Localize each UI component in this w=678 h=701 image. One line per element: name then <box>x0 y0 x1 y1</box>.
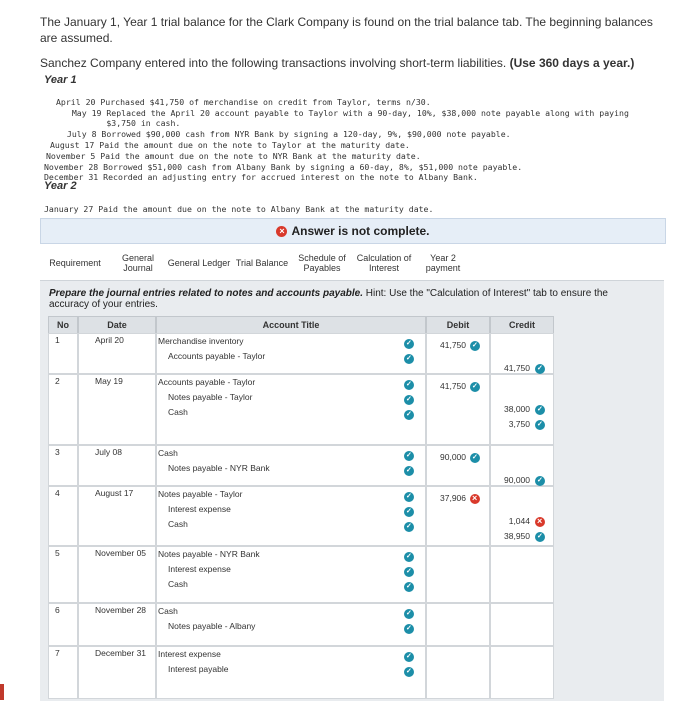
entry-number: 3 <box>55 447 60 457</box>
check-icon <box>470 341 480 351</box>
account-title: Interest expense <box>168 564 231 574</box>
no-cell <box>48 374 78 445</box>
check-icon <box>404 567 414 577</box>
check-icon <box>404 522 414 532</box>
intro-line-1: The January 1, Year 1 trial balance for the Clark Company is found on the trial balance tab. The beginning balances are assumed. <box>40 15 653 45</box>
credit-amount: 3,750 <box>508 419 530 429</box>
account-title: Notes payable - Taylor <box>168 392 253 402</box>
debit-amount: 90,000 <box>440 452 466 462</box>
account-title: Accounts payable - Taylor <box>158 377 256 387</box>
no-cell <box>48 333 78 374</box>
credit-cell[interactable] <box>490 646 554 699</box>
account-title: Merchandise inventory <box>158 336 244 346</box>
debit-cell[interactable] <box>426 646 490 699</box>
check-icon <box>404 667 414 677</box>
entry-date: May 19 <box>95 376 123 386</box>
credit-cell[interactable] <box>490 603 554 646</box>
check-icon <box>404 624 414 634</box>
entry-date: April 20 <box>95 335 124 345</box>
tab-requirement[interactable]: Requirement <box>49 258 101 268</box>
account-title: Notes payable - NYR Bank <box>168 463 270 473</box>
check-icon <box>404 582 414 592</box>
check-icon <box>404 354 414 364</box>
account-title: Interest expense <box>168 504 231 514</box>
no-cell <box>48 445 78 486</box>
year1-transaction: $3,750 in cash. <box>62 118 181 129</box>
check-icon <box>535 364 545 374</box>
check-icon <box>470 453 480 463</box>
check-icon <box>404 507 414 517</box>
error-icon: × <box>276 226 287 237</box>
check-icon <box>470 382 480 392</box>
check-icon <box>404 410 414 420</box>
error-icon <box>535 517 545 527</box>
no-cell <box>48 486 78 546</box>
col-header-no: No <box>48 316 78 334</box>
account-title: Cash <box>168 519 188 529</box>
intro-line-2-text: Sanchez Company entered into the following transactions involving short-term liabilities. <box>40 56 507 70</box>
year1-transaction: December 31 Recorded an adjusting entry for accrued interest on the note to Albany Bank. <box>44 172 478 183</box>
debit-amount: 41,750 <box>440 340 466 350</box>
answer-status-banner <box>40 218 666 244</box>
intro-line-2 <box>40 55 670 71</box>
entry-date: November 28 <box>95 605 147 615</box>
credit-amount: 38,950 <box>504 531 530 541</box>
tab-bar <box>40 246 664 280</box>
year1-transaction: November 28 Borrowed $51,000 cash from Albany Bank by signing a 60-day, 8%, $51,000 note payable. <box>44 161 523 172</box>
account-title: Notes payable - Albany <box>168 621 256 631</box>
year1-transaction: April 20 Purchased $41,750 of merchandise on credit from Taylor, terms n/30. <box>56 96 431 107</box>
credit-amount: 1,044 <box>508 516 530 526</box>
check-icon <box>404 395 414 405</box>
credit-amount: 90,000 <box>504 475 530 485</box>
check-icon <box>404 466 414 476</box>
credit-amount: 38,000 <box>504 404 530 414</box>
account-title: Cash <box>168 579 188 589</box>
col-header-debit: Debit <box>426 316 490 334</box>
check-icon <box>404 552 414 562</box>
account-title: Notes payable - NYR Bank <box>158 549 260 559</box>
check-icon <box>404 380 414 390</box>
tab-general-journal[interactable]: General Journal <box>121 253 155 273</box>
account-title: Interest payable <box>168 664 229 674</box>
year1-transaction: July 8 Borrowed $90,000 cash from NYR Bank by signing a 120-day, 9%, $90,000 note payable. <box>62 129 511 140</box>
account-title: Notes payable - Taylor <box>158 489 243 499</box>
error-icon <box>470 494 480 504</box>
entry-date: August 17 <box>95 488 134 498</box>
no-cell <box>48 603 78 646</box>
no-cell <box>48 646 78 699</box>
tab-year2-payment[interactable]: Year 2 payment <box>425 253 461 273</box>
debit-cell[interactable] <box>426 603 490 646</box>
intro-line-2-bold: (Use 360 days a year.) <box>509 56 635 70</box>
entry-number: 1 <box>55 335 60 345</box>
answer-status-text: Answer is not complete. <box>291 224 430 238</box>
credit-amount: 41,750 <box>504 363 530 373</box>
account-title: Cash <box>158 606 178 616</box>
account-title: Interest expense <box>158 649 221 659</box>
account-title: Accounts payable - Taylor <box>168 351 266 361</box>
entry-date: November 05 <box>95 548 147 558</box>
entry-number: 6 <box>55 605 60 615</box>
side-marker <box>0 684 4 700</box>
year1-transaction: August 17 Paid the amount due on the note to Taylor at the maturity date. <box>50 139 410 150</box>
check-icon <box>404 339 414 349</box>
check-icon <box>535 532 545 542</box>
year2-transaction: January 27 Paid the amount due on the note to Albany Bank at the maturity date. <box>44 203 434 214</box>
entry-number: 2 <box>55 376 60 386</box>
debit-amount: 41,750 <box>440 381 466 391</box>
col-header-date: Date <box>78 316 156 334</box>
check-icon <box>404 451 414 461</box>
check-icon <box>535 420 545 430</box>
col-header-credit: Credit <box>490 316 554 334</box>
check-icon <box>404 652 414 662</box>
debit-amount: 37,906 <box>440 493 466 503</box>
entry-number: 5 <box>55 548 60 558</box>
col-header-account: Account Title <box>156 316 426 334</box>
account-title: Cash <box>168 407 188 417</box>
year1-transaction: November 5 Paid the amount due on the note to NYR Bank at the maturity date. <box>46 150 421 161</box>
account-title: Cash <box>158 448 178 458</box>
entry-date: December 31 <box>95 648 147 658</box>
year2-label: Year 2 <box>44 180 77 192</box>
journal-prompt-hint: Hint: Use the "Calculation of Interest" tab to ensure the accuracy of your entries. <box>49 288 608 310</box>
entry-date: July 08 <box>95 447 122 457</box>
tab-schedule-of-payables[interactable]: Schedule of Payables <box>298 253 346 273</box>
check-icon <box>404 609 414 619</box>
no-cell <box>48 546 78 603</box>
tab-trial-balance[interactable]: Trial Balance <box>235 258 289 268</box>
problem-intro <box>40 14 670 80</box>
year1-transaction: May 19 Replaced the April 20 account payable to Taylor with a 90-day, 10%, $38,000 note payable along with paying <box>62 107 629 118</box>
entry-number: 7 <box>55 648 60 658</box>
journal-prompt <box>49 288 609 310</box>
check-icon <box>535 405 545 415</box>
journal-prompt-bold: Prepare the journal entries related to notes and accounts payable. <box>49 288 363 299</box>
tab-calculation-of-interest[interactable]: Calculation of Interest <box>356 253 412 273</box>
tab-general-ledger[interactable]: General Ledger <box>167 258 231 268</box>
debit-cell[interactable] <box>426 546 490 603</box>
year1-transactions <box>44 86 629 194</box>
year1-label: Year 1 <box>44 74 77 86</box>
credit-cell[interactable] <box>490 546 554 603</box>
check-icon <box>404 492 414 502</box>
check-icon <box>535 476 545 486</box>
entry-number: 4 <box>55 488 60 498</box>
